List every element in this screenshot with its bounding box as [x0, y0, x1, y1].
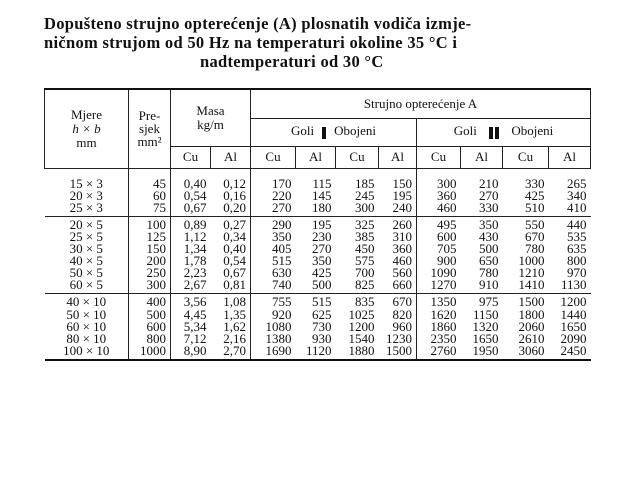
table-cell: 0,16 — [223, 187, 246, 203]
single-bar-icon — [322, 127, 326, 139]
table-cell: 450 — [355, 240, 375, 256]
table-cell: 270 — [312, 240, 332, 256]
header-section-label-2: sjek — [139, 121, 160, 137]
table-cell: 535 — [567, 228, 587, 244]
table-cell: 1200 — [549, 294, 591, 309]
table-cell: 180 — [312, 199, 332, 215]
table-cell: 1440 — [560, 306, 587, 322]
table-cell: 270 — [251, 202, 296, 217]
table-cell: 330 — [503, 168, 549, 190]
double-bar-icon — [488, 123, 500, 138]
table-cell: 0,20 — [223, 199, 246, 215]
header-obojeni-2: Obojeni — [511, 123, 554, 139]
table-cell: 300 — [129, 279, 171, 294]
header-section — [129, 89, 171, 168]
cell-dimension: 100 × 10 — [45, 345, 129, 360]
table-cell: 1950 — [461, 345, 503, 360]
cell-dimension: 15 × 3 — [45, 168, 129, 190]
table-cell: 425 — [312, 265, 332, 281]
table-cell: 290 — [251, 216, 296, 231]
title-line-3: nadtemperaturi od 30 °C — [200, 52, 384, 71]
table-cell: 1200 — [348, 318, 375, 334]
table-cell: 310 — [392, 228, 412, 244]
table-cell: 220 — [251, 190, 296, 202]
table-cell: 0,67 — [171, 202, 211, 217]
table-cell: 975 — [461, 294, 503, 309]
table-cell: 1,35 — [223, 306, 246, 322]
table-cell: 500 — [312, 277, 332, 293]
table-body — [45, 168, 591, 360]
table-row — [45, 345, 591, 360]
table-cell: 1800 — [518, 306, 545, 322]
table-cell: 1540 — [348, 330, 375, 346]
table-cell: 2450 — [549, 345, 591, 360]
header-dimensions — [45, 89, 129, 168]
table-cell: 660 — [392, 277, 412, 293]
header-mass — [171, 89, 251, 146]
header-goli-1: Goli — [290, 123, 315, 139]
table-cell: 240 — [392, 199, 412, 215]
table-cell: 260 — [379, 216, 417, 231]
table-cell: 1650 — [472, 330, 499, 346]
table-cell: 1500 — [503, 294, 549, 309]
table-cell: 495 — [417, 216, 461, 231]
cell-dimension: 25 × 5 — [69, 228, 103, 244]
table-cell: 1,12 — [171, 231, 211, 243]
table-cell: 2,70 — [211, 345, 251, 360]
table-cell: 1410 — [518, 277, 545, 293]
table-header — [45, 89, 591, 168]
table-cell: 2,67 — [171, 279, 211, 294]
table-cell: 515 — [251, 255, 296, 267]
table-cell: 560 — [392, 265, 412, 281]
table-cell: 0,54 — [171, 190, 211, 202]
table-cell: 405 — [251, 243, 296, 255]
table-cell: 3,56 — [171, 294, 211, 309]
table-cell: 970 — [567, 265, 587, 281]
table-cell: 250 — [129, 267, 171, 279]
table-cell: 500 — [129, 308, 171, 320]
header-cu: Cu — [251, 146, 296, 168]
header-dims-label: Mjere — [70, 106, 103, 122]
table-cell: 1650 — [560, 318, 587, 334]
title-line-2: ničnom strujom od 50 Hz na temperaturi okoline 35 °C i — [44, 33, 458, 52]
table-cell: 1000 — [129, 345, 171, 360]
table-cell: 1025 — [348, 306, 375, 322]
table-cell: 1120 — [296, 345, 336, 360]
header-al: Al — [549, 146, 591, 168]
table-cell: 125 — [129, 231, 171, 243]
table-cell: 0,34 — [223, 228, 246, 244]
table-cell: 800 — [129, 333, 171, 345]
table-cell: 5,34 — [171, 321, 211, 333]
table-cell: 2,16 — [223, 330, 246, 346]
header-section-label-1: Pre- — [138, 108, 161, 124]
table-cell: 0,67 — [223, 265, 246, 281]
table-cell: 2060 — [518, 318, 545, 334]
table-cell: 1620 — [417, 308, 461, 320]
table-cell: 500 — [479, 240, 499, 256]
header-mass-label: Masa — [196, 102, 225, 118]
table-cell: 45 — [129, 168, 171, 190]
table-cell: 350 — [461, 216, 503, 231]
table-cell: 1,78 — [171, 255, 211, 267]
cell-dimension: 20 × 3 — [69, 187, 103, 203]
table-cell: 930 — [312, 330, 332, 346]
table-cell: 600 — [129, 321, 171, 333]
table-cell: 270 — [479, 187, 499, 203]
cell-dimension: 60 × 10 — [66, 318, 107, 334]
header-mass-cu: Cu — [171, 146, 211, 168]
table-cell: 1230 — [386, 330, 412, 346]
table-row — [45, 168, 591, 190]
header-cu: Cu — [336, 146, 379, 168]
table-cell: 650 — [479, 253, 499, 269]
table-cell: 900 — [417, 255, 461, 267]
table-cell: 1270 — [417, 279, 461, 294]
table-cell: 510 — [525, 199, 545, 215]
table-title — [44, 14, 604, 71]
table-cell: 835 — [336, 294, 379, 309]
table-cell: 1130 — [560, 277, 587, 293]
table-cell: 350 — [251, 231, 296, 243]
table-cell: 800 — [567, 253, 587, 269]
table-cell: 200 — [129, 255, 171, 267]
table-cell: 625 — [312, 306, 332, 322]
table-cell: 755 — [251, 294, 296, 309]
header-section-unit: mm² — [137, 134, 162, 150]
table-cell: 0,40 — [171, 168, 211, 190]
table-cell: 515 — [296, 294, 336, 309]
table-cell: 960 — [392, 318, 412, 334]
table-cell: 780 — [479, 265, 499, 281]
table-cell: 460 — [417, 202, 461, 217]
table-cell: 75 — [129, 202, 171, 217]
table-cell: 7,12 — [171, 333, 211, 345]
table-cell: 820 — [392, 306, 412, 322]
table-cell: 910 — [479, 277, 499, 293]
table-cell: 0,81 — [223, 277, 246, 293]
table-cell: 0,54 — [223, 253, 246, 269]
cell-dimension: 50 × 10 — [66, 306, 107, 322]
table-cell: 325 — [336, 216, 379, 231]
header-current-load: Strujno opterećenje A — [251, 89, 591, 118]
table-cell: 1,62 — [223, 318, 246, 334]
table-cell: 1380 — [251, 333, 296, 345]
table-cell: 410 — [567, 199, 587, 215]
table-cell: 1880 — [336, 345, 379, 360]
table-cell: 330 — [479, 199, 499, 215]
header-cu: Cu — [503, 146, 549, 168]
table-cell: 575 — [355, 253, 375, 269]
table-cell: 600 — [417, 231, 461, 243]
header-group-single — [251, 118, 417, 146]
table-cell: 0,12 — [211, 168, 251, 190]
table-cell: 0,89 — [171, 216, 211, 231]
cell-dimension: 30 × 5 — [69, 240, 103, 256]
table-cell: 1150 — [472, 306, 499, 322]
table-cell: 0,40 — [223, 240, 246, 256]
header-obojeni-1: Obojeni — [334, 123, 376, 139]
table-cell: 300 — [355, 199, 375, 215]
header-dims-unit: mm — [76, 134, 97, 150]
table-cell: 4,45 — [171, 308, 211, 320]
table-cell: 360 — [417, 190, 461, 202]
cell-dimension: 20 × 5 — [45, 216, 129, 231]
cell-dimension: 40 × 5 — [69, 253, 103, 269]
table-cell: 350 — [312, 253, 332, 269]
table-cell: 3060 — [503, 345, 549, 360]
table-cell: 460 — [392, 253, 412, 269]
table-cell: 385 — [355, 228, 375, 244]
table-cell: 1000 — [518, 253, 545, 269]
table-cell: 670 — [379, 294, 417, 309]
cell-dimension: 40 × 10 — [45, 294, 129, 309]
header-cu: Cu — [417, 146, 461, 168]
table-cell: 670 — [525, 228, 545, 244]
table-cell: 700 — [355, 265, 375, 281]
table-cell: 2350 — [417, 333, 461, 345]
table-row — [45, 202, 591, 217]
title-line-1: Dopušteno strujno opterećenje (A) plosnatih vodiča izmje- — [44, 14, 472, 33]
header-goli-2: Goli — [453, 123, 477, 139]
table-cell: 825 — [355, 277, 375, 293]
table-cell: 1080 — [251, 321, 296, 333]
table-cell: 630 — [251, 267, 296, 279]
table-cell: 230 — [312, 228, 332, 244]
table-cell: 400 — [129, 294, 171, 309]
table-cell: 0,27 — [211, 216, 251, 231]
table-cell: 440 — [549, 216, 591, 231]
table-cell: 730 — [312, 318, 332, 334]
table-cell: 150 — [379, 168, 417, 190]
table-cell: 245 — [355, 187, 375, 203]
table-cell: 1350 — [417, 294, 461, 309]
table-cell: 300 — [417, 168, 461, 190]
table-cell: 265 — [549, 168, 591, 190]
table-cell: 100 — [129, 216, 171, 231]
table-cell: 195 — [392, 187, 412, 203]
table-cell: 145 — [312, 187, 332, 203]
table-cell: 430 — [479, 228, 499, 244]
table-cell: 340 — [567, 187, 587, 203]
cell-dimension: 80 × 10 — [66, 330, 107, 346]
table-cell: 8,90 — [171, 345, 211, 360]
table-row — [45, 279, 591, 294]
table-cell: 705 — [417, 243, 461, 255]
table-cell: 210 — [461, 168, 503, 190]
table-cell: 740 — [251, 279, 296, 294]
table-cell: 115 — [296, 168, 336, 190]
table-cell: 60 — [129, 190, 171, 202]
header-mass-al: Al — [211, 146, 251, 168]
cell-dimension: 60 × 5 — [69, 277, 103, 293]
table-cell: 425 — [525, 187, 545, 203]
table-cell: 550 — [503, 216, 549, 231]
header-al: Al — [379, 146, 417, 168]
table-cell: 2,23 — [171, 267, 211, 279]
table-cell: 1090 — [417, 267, 461, 279]
table-cell: 2610 — [518, 330, 545, 346]
table-cell: 920 — [251, 308, 296, 320]
header-al: Al — [461, 146, 503, 168]
table-cell: 780 — [525, 240, 545, 256]
table-cell: 1690 — [251, 345, 296, 360]
table-cell: 1,08 — [211, 294, 251, 309]
cell-dimension: 25 × 3 — [69, 199, 103, 215]
cell-dimension: 50 × 5 — [69, 265, 103, 281]
table-cell: 1500 — [379, 345, 417, 360]
table-cell: 195 — [296, 216, 336, 231]
table-cell: 635 — [567, 240, 587, 256]
table-cell: 2760 — [417, 345, 461, 360]
table-cell: 150 — [129, 243, 171, 255]
header-group-double — [417, 118, 591, 146]
table-cell: 360 — [392, 240, 412, 256]
table-cell: 1210 — [518, 265, 545, 281]
table-cell: 185 — [336, 168, 379, 190]
current-load-table — [44, 88, 591, 361]
header-dims-symbol: h × b — [72, 120, 101, 136]
table-cell: 1860 — [417, 321, 461, 333]
table-cell: 1,34 — [171, 243, 211, 255]
header-mass-unit: kg/m — [197, 116, 224, 132]
table-cell: 170 — [251, 168, 296, 190]
table-cell: 2090 — [560, 330, 587, 346]
header-al: Al — [296, 146, 336, 168]
table-cell: 1320 — [472, 318, 499, 334]
